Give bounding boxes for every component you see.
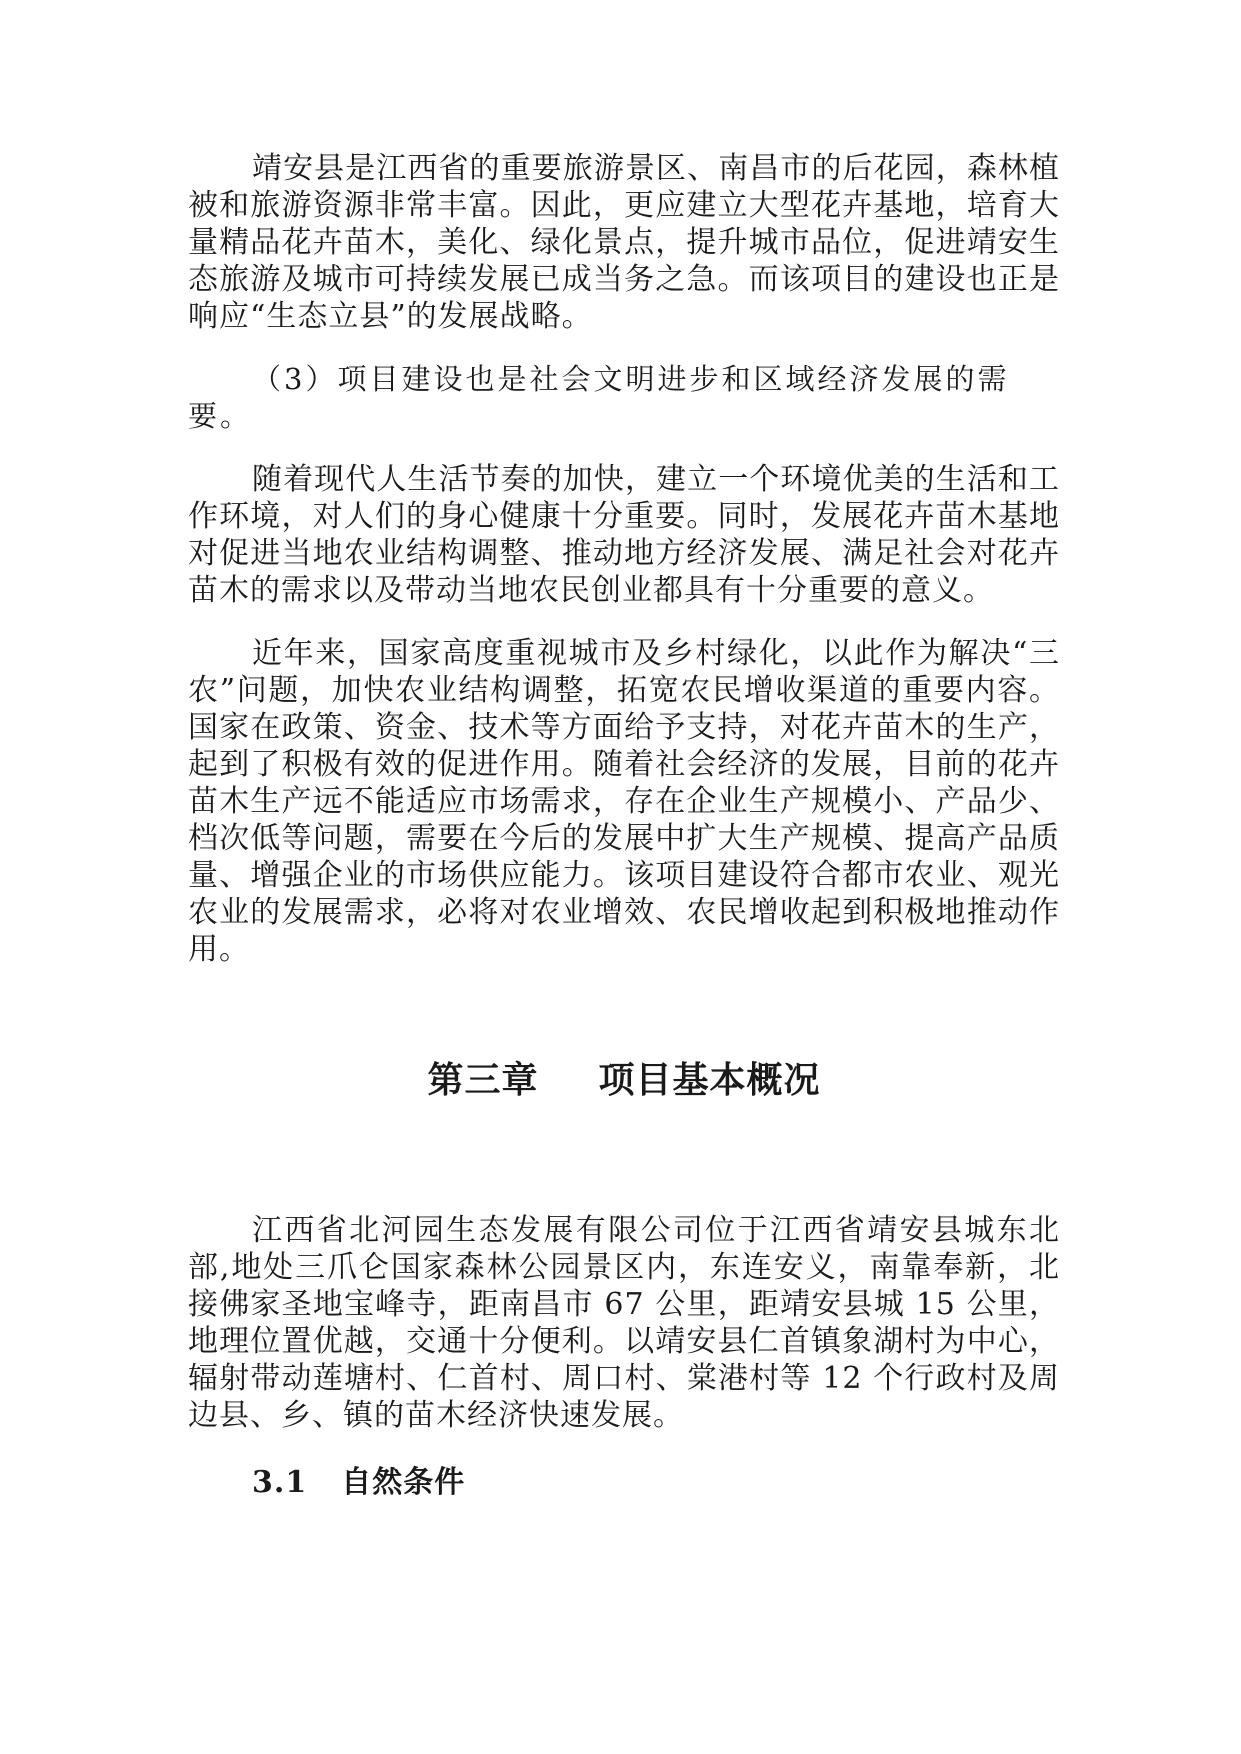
paragraph-greening: 近年来，国家高度重视城市及乡村绿化，以此作为解决“三农”问题，加快农业结构调整，拓宽农民增收渠道的重要内容。国家在政策、资金、技术等方面给予支持，对花卉苗木的生产，起到了积极有效的促进作用。随着社会经济的发展，目前的花卉苗木生产远不能适应市场需求，存在企业生产规模小、产品少、档次低等问题，需要在今后的发展中扩大生产规模、提高产品质量、增强企业的市场供应能力。该项目建设符合都市农业、观光农业的发展需求，必将对农业增效、农民增收起到积极地推动作用。: [188, 636, 1060, 967]
section-title: 自然条件: [341, 1465, 466, 1500]
chapter-heading: [188, 1059, 1060, 1103]
spacer: [188, 609, 1060, 635]
paragraph-environment: 随着现代人生活节奏的加快，建立一个环境优美的生活和工作环境，对人们的身心健康十分重要。同时，发展花卉苗木基地对促进当地农业结构调整、推动地方经济发展、满足社会对花卉苗木的需求以及带动当地农民创业都具有十分重要的意义。: [188, 462, 1060, 608]
list-item-3: （3）项目建设也是社会文明进步和区域经济发展的需要。: [188, 362, 1010, 433]
spacer: [188, 335, 1060, 361]
spacer: [188, 435, 1060, 461]
document-page: [188, 150, 1060, 1501]
chapter-number: 第三章: [427, 1060, 539, 1101]
section-heading: [188, 1464, 1060, 1501]
spacer: [188, 1103, 1060, 1212]
spacer: [188, 968, 1060, 1059]
paragraph-company-location: 江西省北河园生态发展有限公司位于江西省靖安县城东北部,地处三爪仑国家森林公园景区内，东连安义，南靠奉新，北接佛家圣地宝峰寺，距南昌市 67 公里，距靖安县城 15 公里，地理位置优越，交通十分便利。以靖安县仁首镇象湖村为中心，辐射带动莲塘村、仁首村、周口村、棠港村等 12 个行政村及周边县、乡、镇的苗木经济快速发展。: [188, 1213, 1060, 1433]
section-number: 3.1: [252, 1465, 308, 1500]
chapter-title: 项目基本概况: [598, 1060, 821, 1101]
paragraph-tourism: 靖安县是江西省的重要旅游景区、南昌市的后花园，森林植被和旅游资源非常丰富。因此，更应建立大型花卉基地，培育大量精品花卉苗木，美化、绿化景点，提升城市品位，促进靖安生态旅游及城市可持续发展已成当务之急。而该项目的建设也正是响应“生态立县”的发展战略。: [188, 151, 1060, 334]
spacer: [188, 1434, 1060, 1464]
